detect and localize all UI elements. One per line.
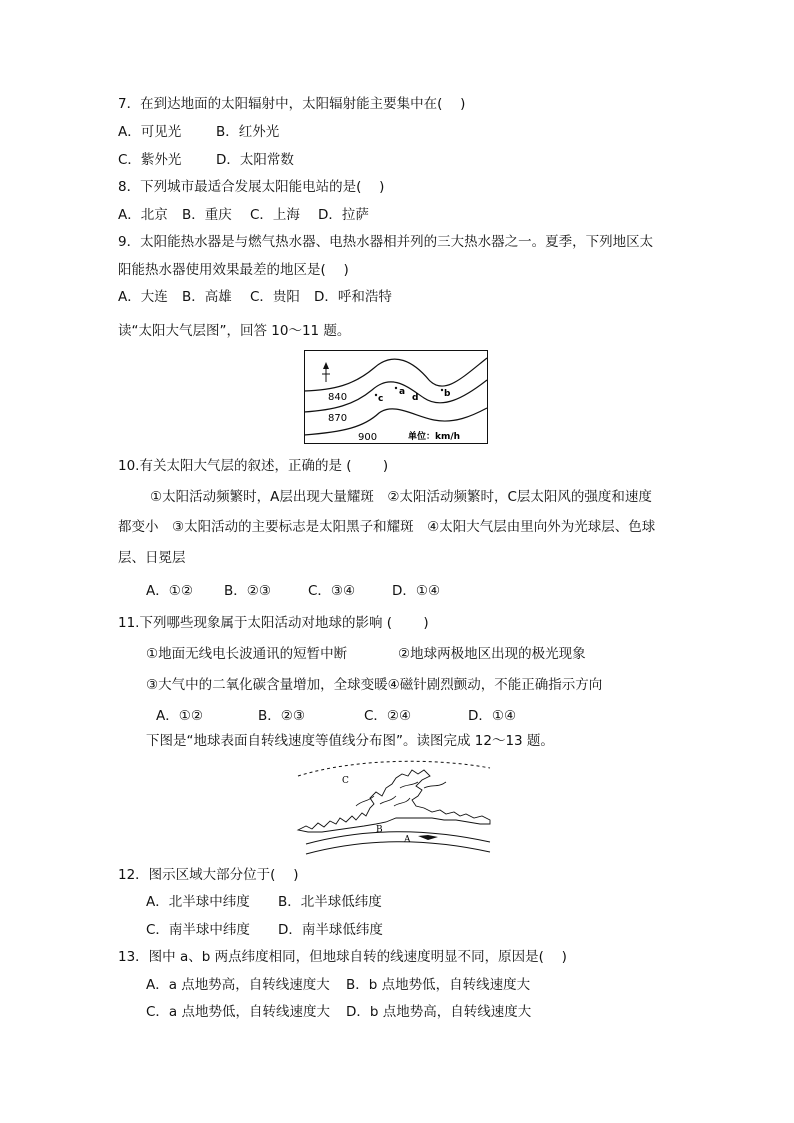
up-arrow-head-icon — [323, 362, 329, 369]
label-c: c — [378, 394, 384, 404]
marker-a-icon — [418, 835, 438, 840]
q9-options — [118, 288, 392, 306]
q10-option-d: D．①④ — [392, 583, 441, 599]
q11-option-d: D．①④ — [468, 708, 517, 724]
q12-option-c: C．南半球中纬度 — [146, 922, 250, 938]
point-c-dot — [375, 394, 377, 396]
unit-label: 单位：km/h — [408, 432, 461, 442]
q7-option-a: A．可见光 — [118, 124, 182, 140]
label-a: a — [399, 387, 406, 397]
q10-option-a: A．①② — [146, 583, 193, 599]
isoline-c-dashed — [298, 761, 490, 776]
q11-statement-1: ①地面无线电长波通讯的短暂中断 — [146, 646, 348, 662]
q12-options-row2 — [146, 921, 383, 939]
label-B: B — [376, 825, 383, 835]
q12-options-row1 — [146, 893, 382, 911]
q11-statement-row1 — [146, 645, 586, 663]
q11-option-a: A．①② — [156, 708, 203, 724]
q12-stem: 12．图示区域大部分位于( ) — [118, 867, 299, 883]
terrain-outline — [298, 770, 490, 832]
q9-option-c: C．贵阳 — [250, 289, 300, 305]
q13-stem: 13．图中 a、b 两点纬度相同，但地球自转的线速度明显不同，原因是( ) — [118, 949, 567, 965]
q10-stem: 10.有关太阳大气层的叙述，正确的是 ( ) — [118, 458, 389, 474]
q12-option-d: D．南半球低纬度 — [278, 922, 383, 938]
q12-option-b: B．北半球低纬度 — [278, 894, 382, 910]
q12-option-a: A．北半球中纬度 — [146, 894, 250, 910]
q8-option-b: B．重庆 — [182, 207, 232, 223]
intro-10-11: 读“太阳大气层图”，回答 10～11 题。 — [118, 323, 351, 339]
terrain-hatching — [356, 782, 446, 806]
q8-option-a: A．北京 — [118, 207, 168, 223]
q8-options — [118, 206, 369, 224]
q9-stem-line2: 阳能热水器使用效果最差的地区是( ) — [118, 262, 349, 278]
rotation-velocity-figure — [296, 758, 492, 858]
q11-option-b: B．②③ — [258, 708, 305, 724]
isoline-a-lower — [306, 842, 490, 854]
q8-option-d: D．拉萨 — [318, 207, 369, 223]
label-C: C — [342, 776, 349, 786]
q8-stem: 8．下列城市最适合发展太阳能电站的是( ) — [118, 179, 385, 195]
q10-options — [146, 582, 440, 600]
label-900: 900 — [358, 432, 378, 443]
q13-option-b: B．b 点地势低，自转线速度大 — [346, 977, 531, 993]
q9-option-b: B．高雄 — [182, 289, 232, 305]
q13-options-row2 — [146, 1003, 531, 1021]
intro-12-13: 下图是“地球表面自转线速度等值线分布图”。读图完成 12～13 题。 — [146, 733, 554, 749]
q9-option-d: D．呼和浩特 — [314, 289, 392, 305]
q13-option-a: A．a 点地势高，自转线速度大 — [146, 977, 330, 993]
q11-option-c: C．②④ — [364, 708, 412, 724]
q10-statement-line2: 都变小 ③太阳活动的主要标志是太阳黑子和耀斑 ④太阳大气层由里向外为光球层、色球 — [118, 519, 656, 535]
q13-option-d: D．b 点地势高，自转线速度大 — [346, 1004, 532, 1020]
label-870: 870 — [328, 413, 348, 424]
solar-atmosphere-figure — [304, 350, 488, 444]
q8-option-c: C．上海 — [250, 207, 300, 223]
isoline-840 — [304, 358, 487, 391]
q10-statement-line3: 层、日冕层 — [118, 550, 186, 566]
q7-option-d: D．太阳常数 — [216, 152, 294, 168]
q7-option-c: C．紫外光 — [118, 152, 182, 168]
q7-options-row1 — [118, 123, 279, 141]
label-b: b — [444, 389, 451, 399]
q11-statement-2: ②地球两极地区出现的极光现象 — [398, 646, 586, 662]
point-a-dot — [395, 387, 397, 389]
q13-option-c: C．a 点地势低，自转线速度大 — [146, 1004, 330, 1020]
q13-options-row1 — [146, 976, 530, 994]
q10-option-c: C．③④ — [308, 583, 356, 599]
q9-option-a: A．大连 — [118, 289, 168, 305]
q9-stem-line1: 9．太阳能热水器是与燃气热水器、电热水器相并列的三大热水器之一。夏季，下列地区太 — [118, 234, 654, 250]
q11-stem: 11.下列哪些现象属于太阳活动对地球的影响 ( ) — [118, 615, 429, 631]
q11-statement-row2: ③大气中的二氧化碳含量增加，全球变暖④磁针剧烈颤动，不能正确指示方向 — [146, 677, 603, 693]
label-A: A — [404, 835, 411, 845]
q7-options-row2 — [118, 151, 294, 169]
label-d: d — [412, 393, 419, 403]
q7-option-b: B．红外光 — [216, 124, 280, 140]
q7-stem: 7．在到达地面的太阳辐射中，太阳辐射能主要集中在( ) — [118, 96, 466, 112]
label-840: 840 — [328, 392, 348, 403]
point-b-dot — [441, 389, 443, 391]
q11-options — [156, 707, 516, 725]
q10-statement-line1: ①太阳活动频繁时，A层出现大量耀斑 ②太阳活动频繁时，C层太阳风的强度和速度 — [150, 489, 652, 505]
q10-option-b: B．②③ — [224, 583, 271, 599]
